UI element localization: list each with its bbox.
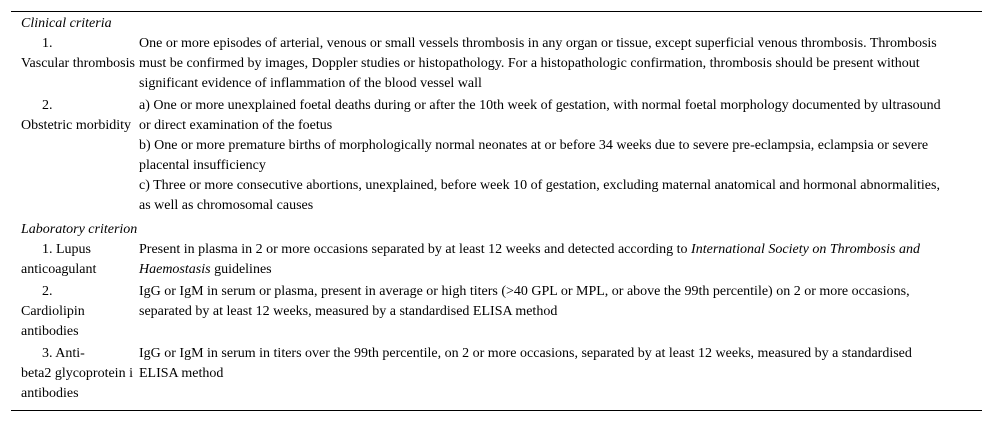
row-label	[11, 96, 139, 218]
description-paragraph: c) Three or more consecutive abortions, unexplained, before week 10 of gestation, excluding maternal anatomical and hormonal abnormalities, as well as chromosomal causes	[139, 178, 940, 213]
row-description	[139, 96, 982, 218]
row-label-text: beta2 glycoprotein i antibodies	[21, 366, 133, 401]
row-label-number: 1.	[42, 36, 53, 51]
row-label	[11, 344, 139, 411]
row-description	[139, 34, 982, 96]
criteria-table-container	[11, 11, 982, 411]
row-label-text: anticoagulant	[21, 262, 97, 277]
description-paragraph: a) One or more unexplained foetal deaths during or after the 10th week of gestation, with normal foetal morphology documented by ultrasound or direct examination of the foetus	[139, 98, 941, 133]
table-row	[11, 34, 982, 96]
row-label	[11, 240, 139, 282]
description-paragraph: IgG or IgM in serum in titers over the 99th percentile, on 2 or more occasions, separated by at least 12 weeks, measured by a standardised ELISA method	[139, 346, 912, 381]
table-row	[11, 282, 982, 344]
row-label-text: Obstetric morbidity	[21, 118, 132, 133]
section-header-row	[11, 12, 982, 35]
criteria-table	[11, 11, 982, 411]
row-label-number: 2.	[42, 98, 53, 113]
table-row	[11, 344, 982, 411]
description-paragraph: b) One or more premature births of morphologically normal neonates at or before 34 weeks due to severe pre-eclampsia, eclampsia or severe placental insufficiency	[139, 138, 929, 173]
description-italic-reference: International Society on Thrombosis and Haemostasis	[139, 242, 920, 277]
row-label-number: 1. Lupus	[42, 242, 91, 257]
row-description	[139, 344, 982, 411]
row-description	[139, 240, 982, 282]
row-description	[139, 282, 982, 344]
description-paragraph: One or more episodes of arterial, venous or small vessels thrombosis in any organ or tissue, except superficial venous thrombosis. Thrombosis must be confirmed by images, Doppler studies or histopathology. For a histopathologic confirmation, thrombosis should be present without significant evidence of inflammation of the blood vessel wall	[139, 36, 937, 91]
table-row	[11, 96, 982, 218]
row-label	[11, 282, 139, 344]
row-label-text: Vascular thrombosis	[21, 56, 135, 71]
row-label-text: Cardiolipin antibodies	[21, 304, 85, 339]
description-paragraph: IgG or IgM in serum or plasma, present in average or high titers (>40 GPL or MPL, or above the 99th percentile) on 2 or more occasions, separated by at least 12 weeks, measured by a standardised ELISA method	[139, 284, 910, 319]
section-title-laboratory: Laboratory criterion	[21, 222, 138, 237]
row-label-number: 2.	[42, 284, 53, 299]
row-label-number: 3. Anti-	[42, 346, 85, 361]
section-title-clinical: Clinical criteria	[21, 16, 112, 31]
section-header-row	[11, 218, 982, 240]
description-text-end: guidelines	[210, 262, 272, 277]
row-label	[11, 34, 139, 96]
table-row	[11, 240, 982, 282]
description-text: Present in plasma in 2 or more occasions separated by at least 12 weeks and detected according to	[139, 242, 692, 257]
